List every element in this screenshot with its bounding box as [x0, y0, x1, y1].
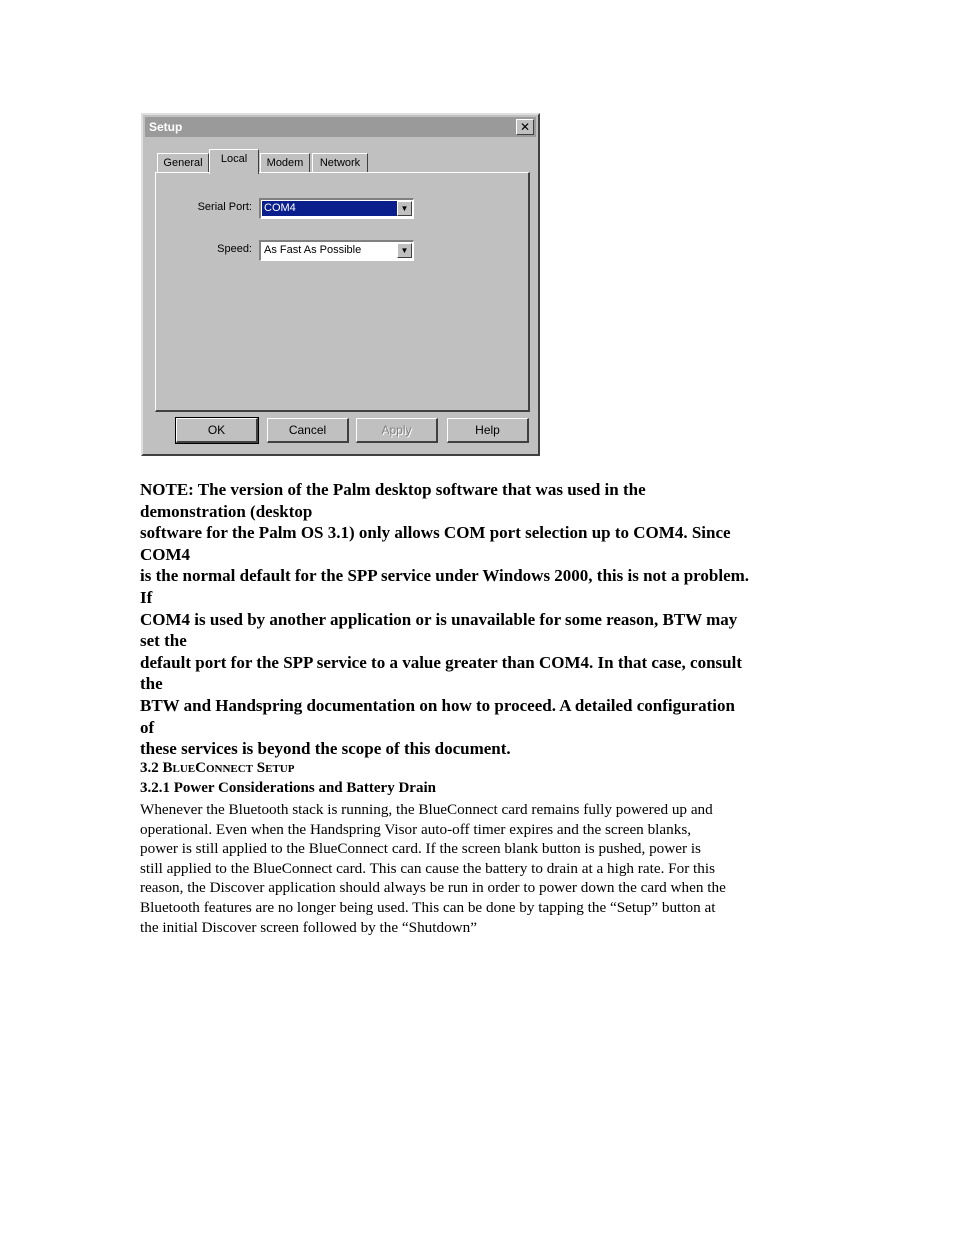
- note-paragraph: [140, 479, 820, 760]
- local-tab-panel: [155, 172, 530, 412]
- note-line: NOTE: The version of the Palm desktop software that was used in the: [140, 480, 646, 499]
- help-button[interactable]: Help: [447, 418, 529, 443]
- note-line: COM4 is used by another application or is unavailable for some reason, BTW may: [140, 609, 738, 629]
- tab-local-label: Local: [220, 153, 248, 165]
- ok-button[interactable]: OK: [176, 418, 258, 443]
- note-line: these services is beyond the scope of this document.: [140, 739, 511, 759]
- body-line: reason, the Discover application should always be run in order to power down the card when the: [140, 879, 726, 897]
- speed-label: Speed:: [217, 243, 252, 255]
- tab-general-label: General: [163, 157, 203, 169]
- note-line: If: [140, 587, 153, 607]
- note-line: is the normal default for the SPP service under Windows 2000, this is not a problem.: [140, 566, 750, 586]
- tab-network[interactable]: [312, 153, 368, 173]
- body-line: power is still applied to the BlueConnect card. If the screen blank button is pushed, power is: [140, 840, 701, 858]
- close-icon[interactable]: ✕: [516, 119, 534, 135]
- serial-port-value: COM4: [262, 201, 398, 216]
- note-line: set the: [140, 631, 187, 651]
- cancel-button[interactable]: Cancel: [267, 418, 349, 443]
- note-line: of: [140, 717, 155, 737]
- note-line: the: [140, 674, 163, 694]
- tab-modem[interactable]: [260, 153, 310, 173]
- setup-dialog: [141, 113, 540, 456]
- chevron-down-icon[interactable]: ▼: [397, 201, 412, 216]
- body-paragraph: [140, 800, 820, 937]
- apply-button[interactable]: Apply: [356, 418, 438, 443]
- tab-network-label: Network: [319, 157, 361, 169]
- note-line: software for the Palm OS 3.1) only allows COM port selection up to COM4. Since: [140, 523, 731, 543]
- tab-modem-label: Modem: [266, 157, 304, 169]
- note-line: demonstration (desktop: [140, 501, 313, 521]
- tab-local[interactable]: [209, 149, 259, 174]
- note-line: default port for the SPP service to a value greater than COM4. In that case, consult: [140, 652, 743, 672]
- serial-port-select[interactable]: [259, 198, 414, 219]
- dialog-title: Setup: [149, 120, 183, 134]
- note-line: COM4: [140, 544, 191, 564]
- body-line: operational. Even when the Handspring Visor auto-off timer expires and the screen blanks,: [140, 820, 692, 838]
- body-line: Bluetooth features are no longer being used. This can be done by tapping the “Setup” button at: [140, 898, 716, 916]
- body-line: Whenever the Bluetooth stack is running, the BlueConnect card remains fully powered up and: [140, 801, 713, 818]
- speed-value: As Fast As Possible: [264, 244, 362, 256]
- note-line: BTW and Handspring documentation on how to proceed. A detailed configuration: [140, 695, 735, 715]
- dialog-titlebar: [145, 117, 536, 137]
- section-heading: 3.2 BlueConnect Setup: [140, 760, 295, 776]
- chevron-down-icon[interactable]: ▼: [397, 243, 412, 258]
- speed-select[interactable]: [259, 240, 414, 261]
- subsection-heading: 3.2.1 Power Considerations and Battery Drain: [140, 780, 436, 796]
- body-line: still applied to the BlueConnect card. This can cause the battery to drain at a high rate. For this: [140, 859, 715, 877]
- serial-port-label: Serial Port:: [197, 201, 252, 213]
- tab-general[interactable]: [157, 153, 209, 173]
- body-line: the initial Discover screen followed by the “Shutdown”: [140, 918, 477, 936]
